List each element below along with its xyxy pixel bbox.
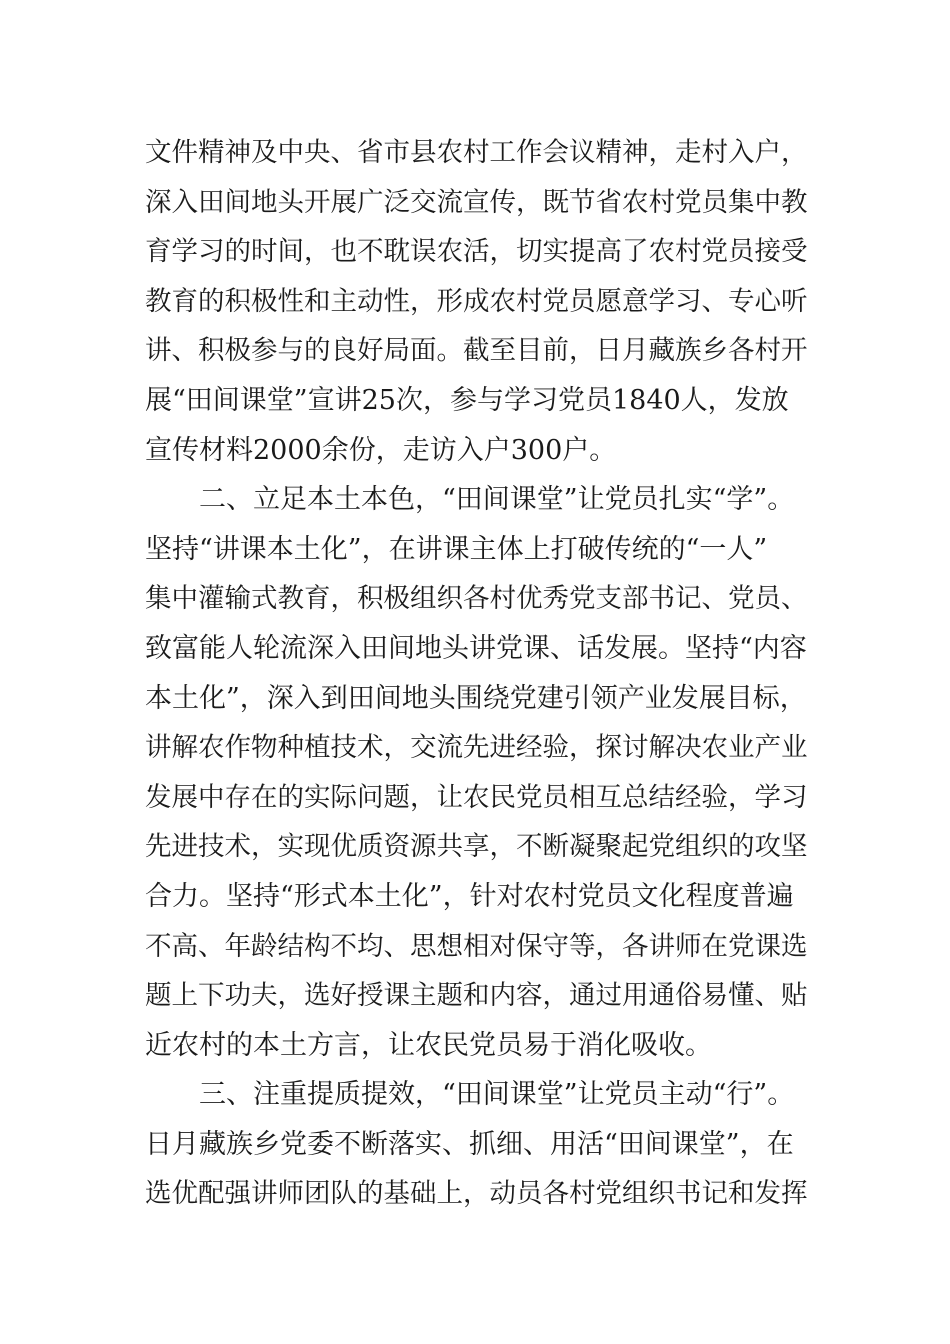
text-line-17: 不高、年龄结构不均、思想相对保守等，各讲师在党课选 [145,930,808,962]
text-line-2: 深入田间地头开展广泛交流宣传，既节省农村党员集中教 [145,186,808,218]
text-line-22: 选优配强讲师团队的基础上，动员各村党组织书记和发挥 [145,1178,808,1210]
text-line-1: 文件精神及中央、省市县农村工作会议精神，走村入户， [145,137,808,168]
text-line-3: 育学习的时间，也不耽误农活，切实提高了农村党员接受 [145,236,808,268]
text-line-19: 近农村的本土方言，让农民党员易于消化吸收。 [145,1029,712,1061]
text-line-18: 题上下功夫，选好授课主题和内容，通过用通俗易懂、贴 [145,980,808,1012]
text-line-16: 合力。坚持“形式本土化”，针对农村党员文化程度普遍 [145,880,794,912]
text-line-7: 宣传材料2000余份，走访入户300户。 [145,434,617,466]
section-heading-2: 二、立足本土本色，“田间课堂”让党员扎实“学”。 [199,484,795,516]
text-line-21: 日月藏族乡党委不断落实、抓细、用活“田间课堂”，在 [145,1128,794,1160]
text-line-15: 先进技术，实现优质资源共享，不断凝聚起党组织的攻坚 [145,831,808,863]
text-line-9: 坚持“讲课本土化”，在讲课主体上打破传统的“一人” [145,533,768,565]
text-line-4: 教育的积极性和主动性，形成农村党员愿意学习、专心听 [145,285,808,317]
text-line-12: 本土化”，深入到田间地头围绕党建引领产业发展目标， [145,682,807,714]
text-line-13: 讲解农作物种植技术，交流先进经验，探讨解决农业产业 [145,732,808,764]
text-line-6: 展“田间课堂”宣讲25次，参与学习党员1840人，发放 [145,384,789,416]
section-heading-3: 三、注重提质提效，“田间课堂”让党员主动“行”。 [199,1079,795,1111]
text-line-10: 集中灌输式教育，积极组织各村优秀党支部书记、党员、 [145,583,808,615]
text-line-11: 致富能人轮流深入田间地头讲党课、话发展。坚持“内容 [145,632,807,664]
text-line-14: 发展中存在的实际问题，让农民党员相互总结经验，学习 [145,781,808,813]
body-text [145,128,810,1219]
text-line-5: 讲、积极参与的良好局面。截至目前，日月藏族乡各村开 [145,335,808,367]
